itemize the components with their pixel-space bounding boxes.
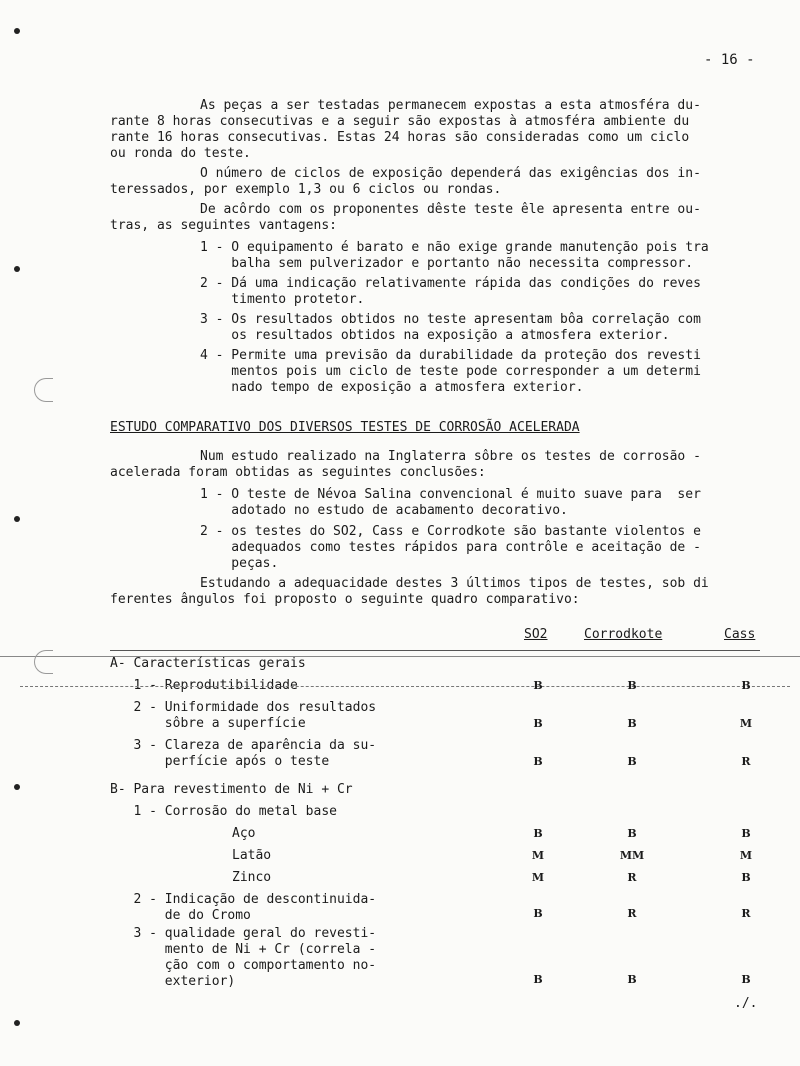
section-heading: ESTUDO COMPARATIVO DOS DIVERSOS TESTES DE CORROSÃO ACELERADA (110, 420, 580, 435)
column-header-cass: Cass (724, 627, 756, 642)
text-line: rante 8 horas consecutivas e a seguir são expostas à atmosféra ambiente du (110, 114, 690, 129)
text-line: O número de ciclos de exposição dependerá das exigências dos in- (200, 166, 701, 181)
text-line: ou ronda do teste. (110, 146, 251, 161)
table-cell: M (531, 871, 545, 884)
table-cell: B (533, 755, 543, 768)
table-cell: B (741, 827, 751, 840)
list-item: 4 - Permite uma previsão da durabilidade da proteção dos revesti (200, 348, 701, 363)
list-item: 1 - O equipamento é barato e não exige grande manutenção pois tra (200, 240, 709, 255)
list-item: balha sem pulverizador e portanto não necessita compressor. (200, 256, 694, 271)
text-line: As peças a ser testadas permanecem expostas a esta atmosféra du- (200, 98, 701, 113)
table-row-label: 2 - Uniformidade dos resultados (110, 700, 377, 715)
table-cell: R (627, 871, 637, 884)
text-line: De acôrdo com os proponentes dêste teste êle apresenta entre ou- (200, 202, 701, 217)
list-item: 3 - Os resultados obtidos no teste apresentam bôa correlação com (200, 312, 701, 327)
table-cell: M (739, 717, 753, 730)
scan-mark-icon (14, 1020, 20, 1026)
list-item: 1 - O teste de Névoa Salina convencional é muito suave para ser (200, 487, 701, 502)
table-cell: B (627, 755, 637, 768)
table-cell: B (533, 907, 543, 920)
table-cell: R (627, 907, 637, 920)
table-cell: B (533, 827, 543, 840)
list-item: adotado no estudo de acabamento decorativo. (200, 503, 568, 518)
table-cell: B (627, 973, 637, 986)
table-row-label: perfície após o teste (110, 754, 330, 769)
list-item: timento protetor. (200, 292, 365, 307)
table-cell: B (533, 717, 543, 730)
list-item: nado tempo de exposição a atmosfera exterior. (200, 380, 584, 395)
table-row-label: de do Cromo (110, 908, 251, 923)
table-cell: M (531, 849, 545, 862)
table-cell: B (741, 679, 751, 692)
table-group-label: B- Para revestimento de Ni + Cr (110, 782, 353, 797)
text-line: ferentes ângulos foi proposto o seguinte quadro comparativo: (110, 592, 580, 607)
table-cell: B (741, 871, 751, 884)
table-cell: MM (619, 849, 645, 862)
table-cell: R (741, 907, 751, 920)
list-item: os resultados obtidos na exposição a atmosfera exterior. (200, 328, 670, 343)
column-header-so2: SO2 (524, 627, 548, 642)
scan-mark-icon (14, 516, 20, 522)
list-item: 2 - os testes do SO2, Cass e Corrodkote são bastante violentos e (200, 524, 701, 539)
table-row-label: mento de Ni + Cr (correla - (110, 942, 377, 957)
table-cell: B (627, 717, 637, 730)
text-line: Num estudo realizado na Inglaterra sôbre os testes de corrosão - (200, 449, 701, 464)
scan-mark-icon (14, 266, 20, 272)
text-line: rante 16 horas consecutivas. Estas 24 horas são consideradas como um ciclo (110, 130, 690, 145)
table-row-label: ção com o comportamento no- (110, 958, 377, 973)
scan-mark-icon (14, 784, 20, 790)
strike-through-line (20, 686, 790, 687)
table-cell: B (741, 973, 751, 986)
punch-hole-icon (34, 378, 53, 402)
table-row-label: 3 - qualidade geral do revesti- (110, 926, 377, 941)
table-row-label: 1 - Reprodutibilidade (110, 678, 298, 693)
table-group-label: A- Características gerais (110, 656, 306, 671)
punch-hole-icon (34, 650, 53, 674)
page-number: - 16 - (704, 52, 755, 68)
scan-mark-icon (14, 28, 20, 34)
column-header-corrodkote: Corrodkote (584, 627, 663, 642)
table-row-label: exterior) (110, 974, 236, 989)
list-item: 2 - Dá uma indicação relativamente rápida das condições do reves (200, 276, 701, 291)
continuation-mark: ./. (734, 996, 758, 1011)
text-line: acelerada foram obtidas as seguintes conclusões: (110, 465, 486, 480)
table-row-label: 2 - Indicação de descontinuida- (110, 892, 377, 907)
list-item: mentos pois um ciclo de teste pode corresponder a um determi (200, 364, 701, 379)
table-cell: R (741, 755, 751, 768)
table-cell: B (627, 827, 637, 840)
list-item: adequados como testes rápidos para contrôle e aceitação de - (200, 540, 701, 555)
text-line: teressados, por exemplo 1,3 ou 6 ciclos ou rondas. (110, 182, 502, 197)
table-cell: B (627, 679, 637, 692)
table-row-label: Latão (232, 848, 272, 863)
table-cell: B (533, 973, 543, 986)
table-cell: B (533, 679, 543, 692)
table-row-label: 1 - Corrosão do metal base (110, 804, 337, 819)
table-row-label: Aço (232, 826, 256, 841)
table-row-label: Zinco (232, 870, 272, 885)
text-line: tras, as seguintes vantagens: (110, 218, 337, 233)
list-item: peças. (200, 556, 279, 571)
text-line: Estudando a adequacidade destes 3 últimos tipos de testes, sob di (200, 576, 709, 591)
table-top-rule (110, 650, 760, 651)
table-row-label: sôbre a superfície (110, 716, 306, 731)
table-cell: M (739, 849, 753, 862)
table-row-label: 3 - Clareza de aparência da su- (110, 738, 377, 753)
